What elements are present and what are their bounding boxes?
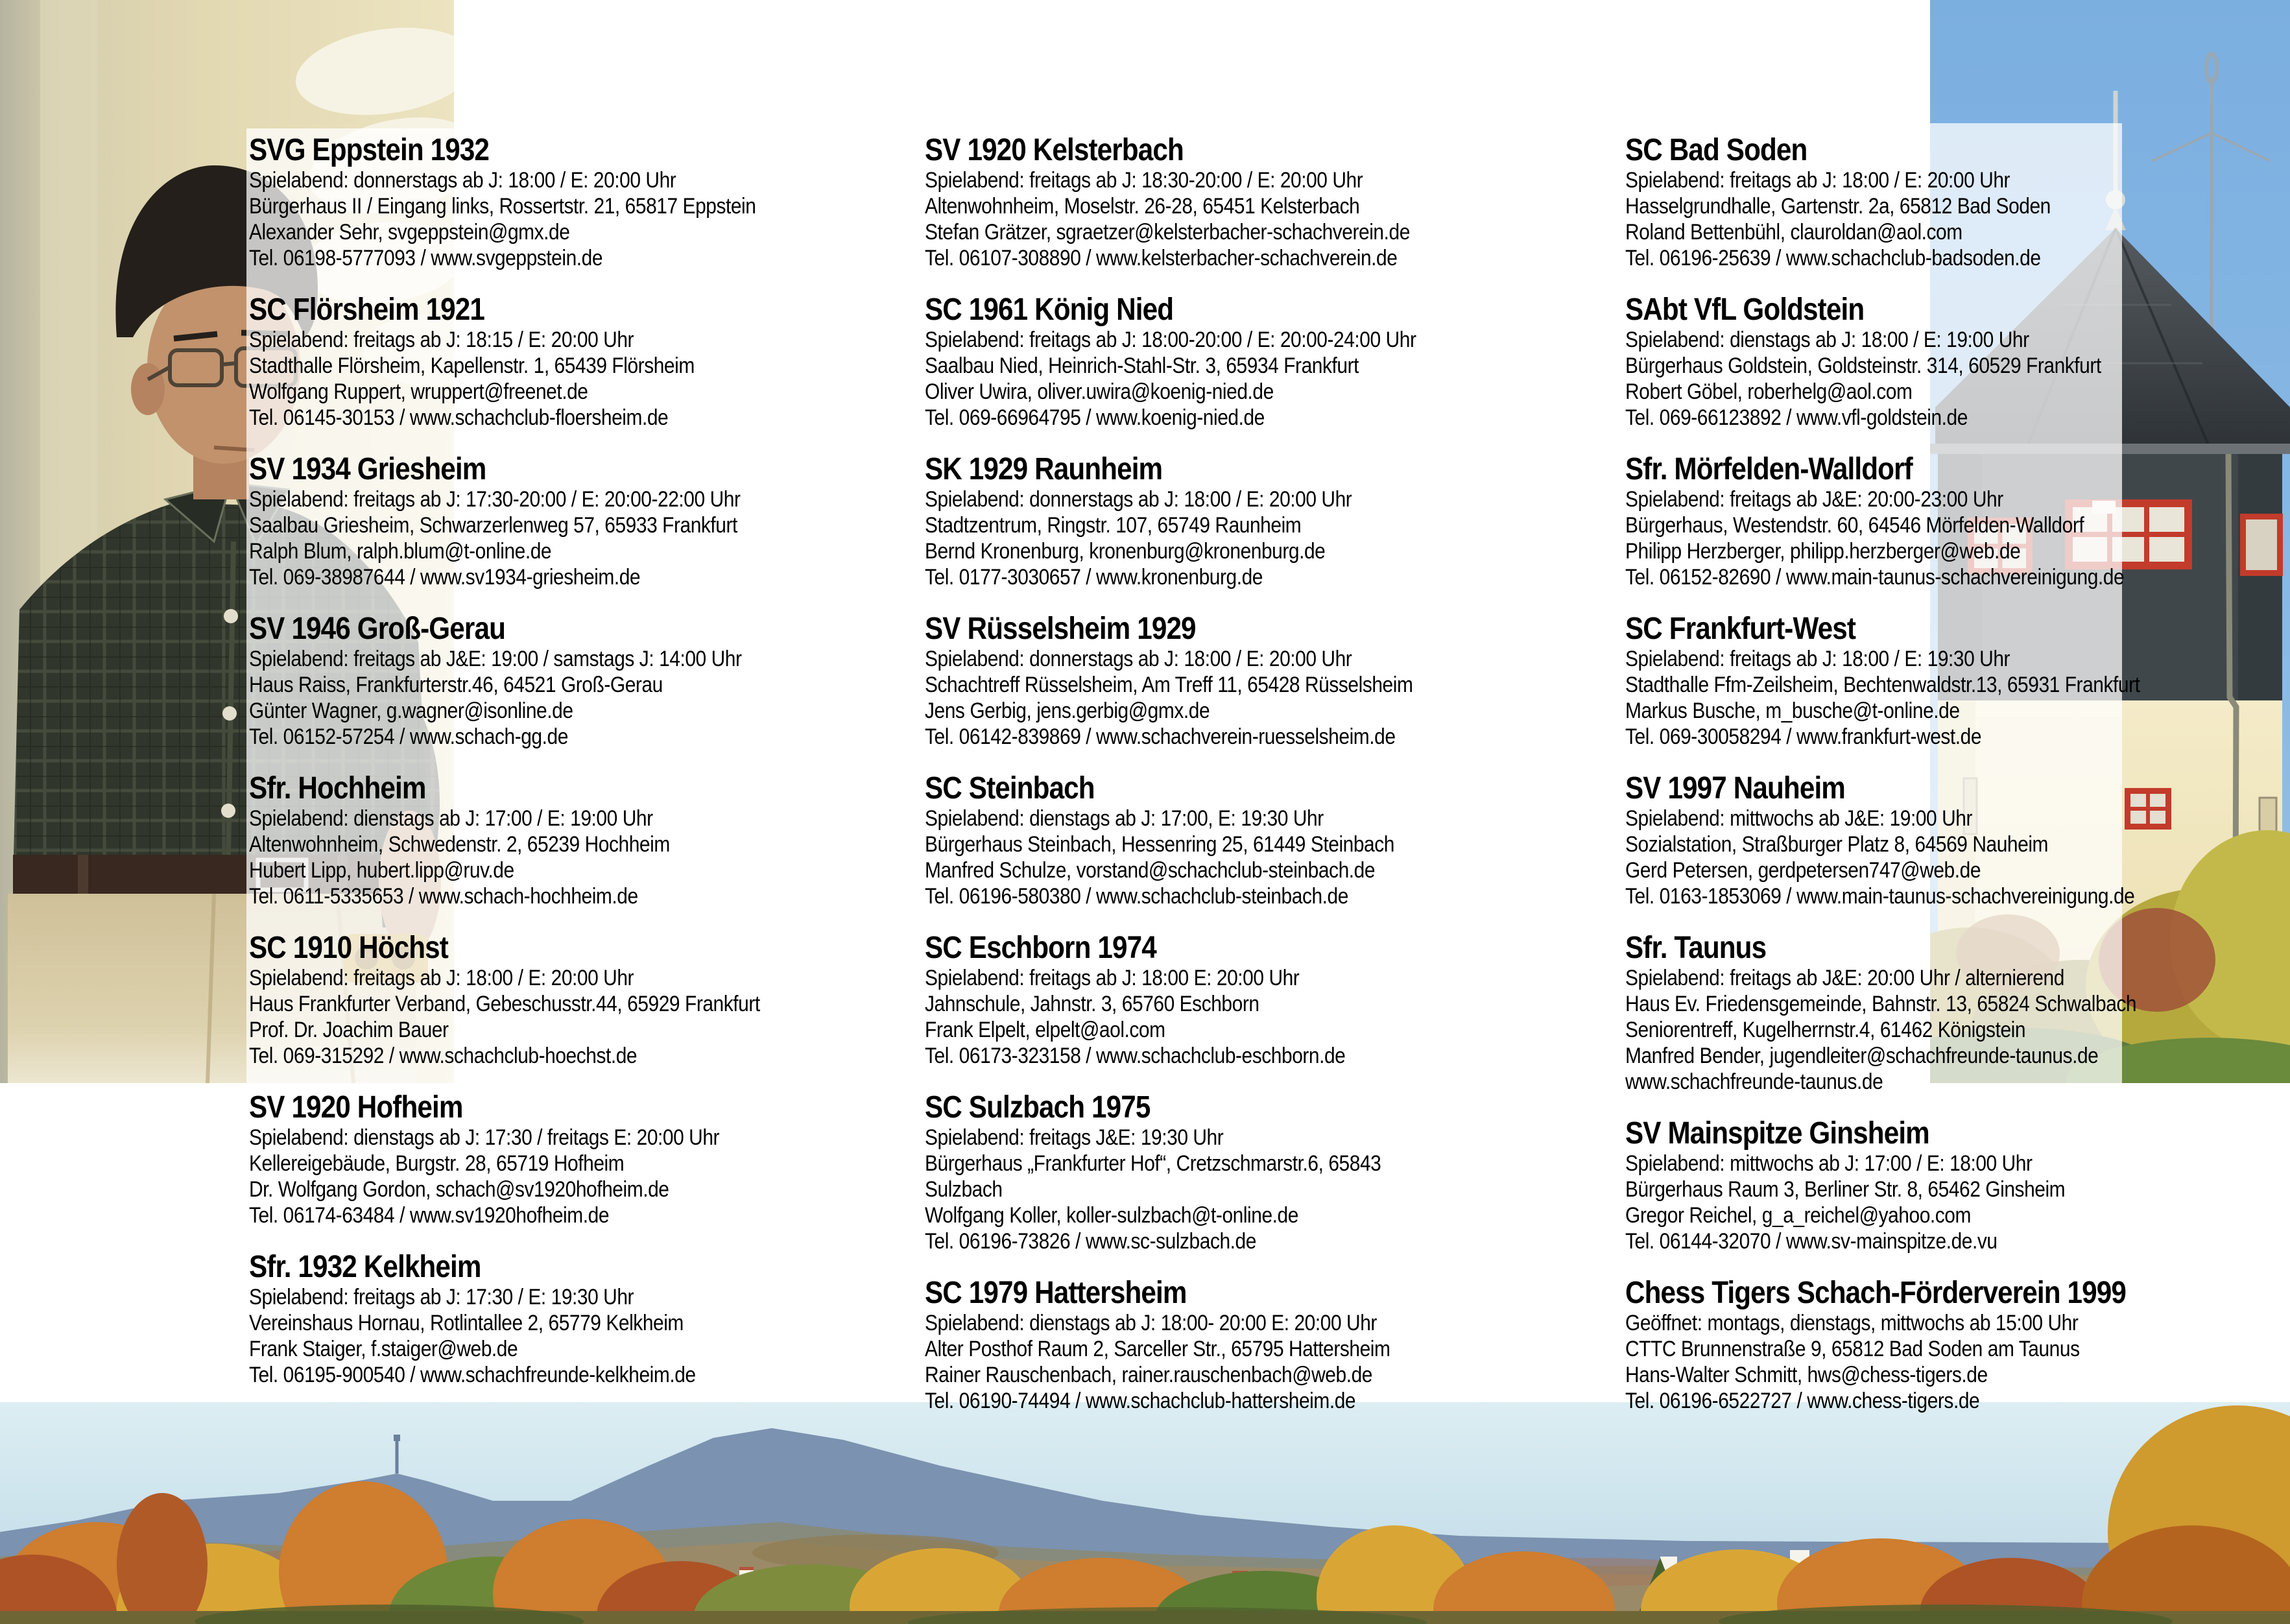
- club-entry: [249, 293, 765, 431]
- club-detail-line: Tel. 069-66964795 / www.koenig-nied.de: [925, 405, 1265, 430]
- club-detail-line: Tel. 06174-63484 / www.sv1920hofheim.de: [249, 1203, 610, 1228]
- club-entry: [249, 453, 765, 590]
- club-detail-line: Bernd Kronenburg, kronenburg@kronenburg.de: [925, 539, 1326, 564]
- club-detail-line: Sozialstation, Straßburger Platz 8, 64569 Nauheim: [1625, 832, 2049, 857]
- club-detail-line: Prof. Dr. Joachim Bauer: [249, 1018, 449, 1042]
- club-lines: [1625, 965, 2141, 1095]
- club-entry: [1625, 772, 2141, 909]
- club-entry: [1625, 931, 2141, 1095]
- club-detail-line: Oliver Uwira, oliver.uwira@koenig-nied.de: [925, 379, 1274, 404]
- club-lines: [925, 327, 1441, 431]
- club-name: SC Steinbach: [925, 771, 1095, 806]
- club-lines: [249, 167, 765, 271]
- club-name: Chess Tigers Schach-Förderverein 1999: [1625, 1276, 2126, 1310]
- club-entry: [925, 931, 1441, 1069]
- club-detail-line: Saalbau Griesheim, Schwarzerlenweg 57, 65933 Frankfurt: [249, 513, 737, 538]
- club-detail-line: Hubert Lipp, hubert.lipp@ruv.de: [249, 858, 514, 883]
- club-name: SC 1910 Höchst: [249, 931, 448, 965]
- club-detail-line: Bürgerhaus „Frankfurter Hof“, Cretzschmarstr.6, 65843 Sulzbach: [925, 1151, 1381, 1202]
- club-lines: [1625, 486, 2141, 590]
- club-name: SV 1997 Nauheim: [1625, 771, 1845, 806]
- club-detail-line: Stefan Grätzer, sgraetzer@kelsterbacher-schachverein.de: [925, 220, 1410, 245]
- club-detail-line: Spielabend: freitags ab J: 18:00 E: 20:00 Uhr: [925, 966, 1300, 990]
- club-detail-line: Jens Gerbig, jens.gerbig@gmx.de: [925, 699, 1210, 723]
- club-name: SV 1920 Hofheim: [249, 1090, 463, 1125]
- club-detail-line: Tel. 06145-30153 / www.schachclub-floersheim.de: [249, 405, 669, 430]
- club-detail-line: Stadtzentrum, Ringstr. 107, 65749 Raunheim: [925, 513, 1302, 538]
- club-detail-line: Spielabend: dienstags ab J: 17:00 / E: 19:00 Uhr: [249, 806, 653, 831]
- club-lines: [925, 806, 1441, 909]
- club-detail-line: Gerd Petersen, gerdpetersen747@web.de: [1625, 858, 1981, 883]
- club-detail-line: Spielabend: donnerstags ab J: 18:00 / E: 20:00 Uhr: [925, 647, 1352, 671]
- club-detail-line: Tel. 06173-323158 / www.schachclub-eschborn.de: [925, 1044, 1346, 1068]
- club-detail-line: Frank Elpelt, elpelt@aol.com: [925, 1018, 1165, 1042]
- club-detail-line: www.schachfreunde-taunus.de: [1625, 1069, 1883, 1094]
- club-column-left: [249, 134, 765, 1410]
- club-name: SC Frankfurt-West: [1625, 612, 1856, 646]
- club-name: SC 1961 König Nied: [925, 293, 1174, 327]
- club-detail-line: Tel. 069-315292 / www.schachclub-hoechst.de: [249, 1044, 638, 1068]
- club-detail-line: CTTC Brunnenstraße 9, 65812 Bad Soden am Taunus: [1625, 1337, 2080, 1361]
- club-detail-line: Schachtreff Rüsselsheim, Am Treff 11, 65428 Rüsselsheim: [925, 673, 1413, 697]
- club-entry: [1625, 134, 2141, 271]
- club-detail-line: Altenwohnheim, Moselstr. 26-28, 65451 Kelsterbach: [925, 194, 1360, 219]
- club-name: SC Flörsheim 1921: [249, 293, 485, 327]
- club-name: SV Rüsselsheim 1929: [925, 612, 1196, 646]
- club-column-middle: [925, 134, 1441, 1436]
- club-detail-line: Frank Staiger, f.staiger@web.de: [249, 1337, 518, 1361]
- club-entry: [249, 772, 765, 909]
- club-detail-line: Vereinshaus Hornau, Rotlintallee 2, 65779 Kelkheim: [249, 1311, 684, 1335]
- club-detail-line: Spielabend: freitags ab J: 17:30 / E: 19:30 Uhr: [249, 1285, 634, 1309]
- club-detail-line: Tel. 06196-580380 / www.schachclub-steinbach.de: [925, 884, 1348, 909]
- club-lines: [925, 1310, 1441, 1414]
- club-detail-line: Tel. 06196-6522727 / www.chess-tigers.de: [1625, 1389, 1980, 1413]
- club-entry: [1625, 453, 2141, 590]
- club-lines: [249, 646, 765, 750]
- club-detail-line: Tel. 06196-73826 / www.sc-sulzbach.de: [925, 1229, 1256, 1254]
- club-detail-line: Tel. 06195-900540 / www.schachfreunde-kelkheim.de: [249, 1363, 696, 1387]
- club-detail-line: Roland Bettenbühl, clauroldan@aol.com: [1625, 220, 1962, 245]
- club-detail-line: Hasselgrundhalle, Gartenstr. 2a, 65812 Bad Soden: [1625, 194, 2051, 219]
- club-detail-line: Alter Posthof Raum 2, Sarceller Str., 65795 Hattersheim: [925, 1337, 1390, 1361]
- club-detail-line: Tel. 06196-25639 / www.schachclub-badsoden.de: [1625, 246, 2041, 270]
- club-lines: [249, 806, 765, 909]
- club-entry: [925, 772, 1441, 909]
- club-detail-line: Altenwohnheim, Schwedenstr. 2, 65239 Hochheim: [249, 832, 670, 857]
- club-detail-line: Tel. 069-66123892 / www.vfl-goldstein.de: [1625, 405, 1968, 430]
- club-detail-line: Spielabend: dienstags ab J: 18:00- 20:00 E: 20:00 Uhr: [925, 1311, 1377, 1335]
- club-detail-line: Spielabend: dienstags ab J: 17:00, E: 19:30 Uhr: [925, 806, 1324, 831]
- club-detail-line: Tel. 0177-3030657 / www.kronenburg.de: [925, 565, 1263, 590]
- club-detail-line: Haus Raiss, Frankfurterstr.46, 64521 Groß-Gerau: [249, 673, 663, 697]
- club-entry: [249, 1250, 765, 1388]
- club-name: SAbt VfL Goldstein: [1625, 293, 1865, 327]
- club-detail-line: Spielabend: freitags ab J: 18:30-20:00 / E: 20:00 Uhr: [925, 168, 1363, 193]
- club-detail-line: Tel. 0611-5335653 / www.schach-hochheim.de: [249, 884, 638, 909]
- club-lines: [1625, 167, 2141, 271]
- club-entry: [1625, 293, 2141, 431]
- club-name: SC Bad Soden: [1625, 133, 1807, 167]
- club-detail-line: Tel. 06152-82690 / www.main-taunus-schachvereinigung.de: [1625, 565, 2125, 590]
- club-entry: [1625, 1117, 2141, 1254]
- club-detail-line: Spielabend: dienstags ab J: 18:00 / E: 19:00 Uhr: [1625, 328, 2029, 352]
- club-entry: [925, 612, 1441, 750]
- club-detail-line: Stadthalle Ffm-Zeilsheim, Bechtenwaldstr.13, 65931 Frankfurt: [1625, 673, 2140, 697]
- club-entry: [1625, 612, 2141, 750]
- club-name: SVG Eppstein 1932: [249, 133, 490, 167]
- club-detail-line: Tel. 06142-839869 / www.schachverein-ruesselsheim.de: [925, 724, 1396, 749]
- club-detail-line: Spielabend: dienstags ab J: 17:30 / freitags E: 20:00 Uhr: [249, 1125, 720, 1150]
- club-name: Sfr. Hochheim: [249, 771, 426, 806]
- club-lines: [249, 965, 765, 1069]
- club-detail-line: Haus Ev. Friedensgemeinde, Bahnstr. 13, 65824 Schwalbach: [1625, 992, 2137, 1016]
- club-detail-line: Seniorentreff, Kugelherrnstr.4, 61462 Königstein: [1625, 1018, 2026, 1042]
- club-detail-line: Manfred Bender, jugendleiter@schachfreunde-taunus.de: [1625, 1044, 2099, 1068]
- club-name: SK 1929 Raunheim: [925, 452, 1163, 486]
- club-name: SV 1934 Griesheim: [249, 452, 486, 486]
- club-lines: [1625, 1310, 2141, 1414]
- club-detail-line: Gregor Reichel, g_a_reichel@yahoo.com: [1625, 1203, 1971, 1228]
- club-name: SV 1946 Groß-Gerau: [249, 612, 505, 646]
- club-detail-line: Haus Frankfurter Verband, Gebeschusstr.44, 65929 Frankfurt: [249, 992, 760, 1016]
- club-detail-line: Tel. 06144-32070 / www.sv-mainspitze.de.vu: [1625, 1229, 1998, 1254]
- club-name: Sfr. Taunus: [1625, 931, 1767, 965]
- club-detail-line: Spielabend: mittwochs ab J: 17:00 / E: 18:00 Uhr: [1625, 1151, 2033, 1176]
- club-detail-line: Stadthalle Flörsheim, Kapellenstr. 1, 65439 Flörsheim: [249, 353, 695, 378]
- club-name: SV Mainspitze Ginsheim: [1625, 1116, 1929, 1151]
- club-detail-line: Manfred Schulze, vorstand@schachclub-steinbach.de: [925, 858, 1376, 883]
- club-lines: [925, 486, 1441, 590]
- club-entry: [925, 1276, 1441, 1414]
- club-detail-line: Markus Busche, m_busche@t-online.de: [1625, 699, 1960, 723]
- club-lines: [1625, 1151, 2141, 1254]
- club-lines: [925, 646, 1441, 750]
- club-detail-line: Spielabend: freitags ab J: 18:00 / E: 20:00 Uhr: [249, 966, 634, 990]
- club-detail-line: Tel. 0163-1853069 / www.main-taunus-schachvereinigung.de: [1625, 884, 2135, 909]
- club-detail-line: Bürgerhaus Goldstein, Goldsteinstr. 314, 60529 Frankfurt: [1625, 353, 2101, 378]
- club-detail-line: Bürgerhaus Steinbach, Hessenring 25, 61449 Steinbach: [925, 832, 1394, 857]
- club-detail-line: Spielabend: freitags ab J&E: 20:00-23:00 Uhr: [1625, 487, 2003, 512]
- club-lines: [925, 167, 1441, 271]
- club-detail-line: Hans-Walter Schmitt, hws@chess-tigers.de: [1625, 1363, 1988, 1387]
- club-detail-line: Spielabend: freitags J&E: 19:30 Uhr: [925, 1125, 1224, 1150]
- club-name: Sfr. 1932 Kelkheim: [249, 1250, 481, 1284]
- club-name: SC Eschborn 1974: [925, 931, 1156, 965]
- club-detail-line: Spielabend: freitags ab J: 18:00-20:00 / E: 20:00-24:00 Uhr: [925, 328, 1416, 352]
- club-detail-line: Jahnschule, Jahnstr. 3, 65760 Eschborn: [925, 992, 1259, 1016]
- club-detail-line: Tel. 06152-57254 / www.schach-gg.de: [249, 724, 568, 749]
- club-detail-line: Spielabend: freitags ab J: 18:00 / E: 20:00 Uhr: [1625, 168, 2010, 193]
- club-entry: [249, 931, 765, 1069]
- club-lines: [1625, 646, 2141, 750]
- club-detail-line: Tel. 069-30058294 / www.frankfurt-west.de: [1625, 724, 1982, 749]
- club-entry: [1625, 1276, 2141, 1414]
- club-detail-line: Alexander Sehr, svgeppstein@gmx.de: [249, 220, 570, 245]
- club-detail-line: Günter Wagner, g.wagner@isonline.de: [249, 699, 573, 723]
- club-entry: [249, 1091, 765, 1228]
- club-detail-line: Spielabend: freitags ab J&E: 20:00 Uhr / alternierend: [1625, 966, 2064, 990]
- club-lines: [925, 965, 1441, 1069]
- club-detail-line: Tel. 06190-74494 / www.schachclub-hattersheim.de: [925, 1389, 1356, 1413]
- club-lines: [249, 1125, 765, 1228]
- club-detail-line: Spielabend: donnerstags ab J: 18:00 / E: 20:00 Uhr: [925, 487, 1352, 512]
- club-entry: [925, 134, 1441, 271]
- club-lines: [1625, 327, 2141, 431]
- club-detail-line: Tel. 06107-308890 / www.kelsterbacher-schachverein.de: [925, 246, 1398, 270]
- club-detail-line: Ralph Blum, ralph.blum@t-online.de: [249, 539, 552, 564]
- club-entry: [249, 612, 765, 750]
- club-lines: [249, 1284, 765, 1388]
- club-detail-line: Spielabend: freitags ab J: 18:00 / E: 19:30 Uhr: [1625, 647, 2010, 671]
- club-detail-line: Spielabend: freitags ab J: 17:30-20:00 / E: 20:00-22:00 Uhr: [249, 487, 741, 512]
- club-detail-line: Wolfgang Koller, koller-sulzbach@t-online.de: [925, 1203, 1298, 1228]
- club-detail-line: Spielabend: freitags ab J: 18:15 / E: 20:00 Uhr: [249, 328, 634, 352]
- club-lines: [249, 327, 765, 431]
- club-name: SC 1979 Hattersheim: [925, 1276, 1187, 1310]
- club-detail-line: Tel. 06198-5777093 / www.svgeppstein.de: [249, 246, 603, 270]
- club-detail-line: Spielabend: freitags ab J&E: 19:00 / samstags J: 14:00 Uhr: [249, 647, 742, 671]
- club-detail-line: Robert Göbel, roberhelg@aol.com: [1625, 379, 1913, 404]
- club-detail-line: Kellereigebäude, Burgstr. 28, 65719 Hofheim: [249, 1151, 625, 1176]
- club-detail-line: Bürgerhaus Raum 3, Berliner Str. 8, 65462 Ginsheim: [1625, 1177, 2066, 1202]
- club-lines: [249, 486, 765, 590]
- club-entry: [925, 1091, 1441, 1254]
- club-detail-line: Bürgerhaus II / Eingang links, Rossertstr. 21, 65817 Eppstein: [249, 194, 756, 219]
- club-lines: [1625, 806, 2141, 909]
- club-lines: [925, 1125, 1441, 1254]
- club-entry: [249, 134, 765, 271]
- club-detail-line: Saalbau Nied, Heinrich-Stahl-Str. 3, 65934 Frankfurt: [925, 353, 1359, 378]
- club-detail-line: Rainer Rauschenbach, rainer.rauschenbach@web.de: [925, 1363, 1372, 1387]
- club-column-right: [1625, 134, 2141, 1436]
- club-detail-line: Spielabend: donnerstags ab J: 18:00 / E: 20:00 Uhr: [249, 168, 676, 193]
- club-name: SC Sulzbach 1975: [925, 1090, 1151, 1125]
- club-detail-line: Geöffnet: montags, dienstags, mittwochs ab 15:00 Uhr: [1625, 1311, 2079, 1335]
- club-entry: [925, 453, 1441, 590]
- club-detail-line: Dr. Wolfgang Gordon, schach@sv1920hofheim.de: [249, 1177, 669, 1202]
- club-detail-line: Tel. 069-38987644 / www.sv1934-griesheim.de: [249, 565, 641, 590]
- club-detail-line: Bürgerhaus, Westendstr. 60, 64546 Mörfelden-Walldorf: [1625, 513, 2084, 538]
- club-entry: [925, 293, 1441, 431]
- club-detail-line: Wolfgang Ruppert, wruppert@freenet.de: [249, 379, 588, 404]
- club-detail-line: Philipp Herzberger, philipp.herzberger@web.de: [1625, 539, 2021, 564]
- club-detail-line: Spielabend: mittwochs ab J&E: 19:00 Uhr: [1625, 806, 1973, 831]
- club-name: Sfr. Mörfelden-Walldorf: [1625, 452, 1913, 486]
- club-name: SV 1920 Kelsterbach: [925, 133, 1184, 167]
